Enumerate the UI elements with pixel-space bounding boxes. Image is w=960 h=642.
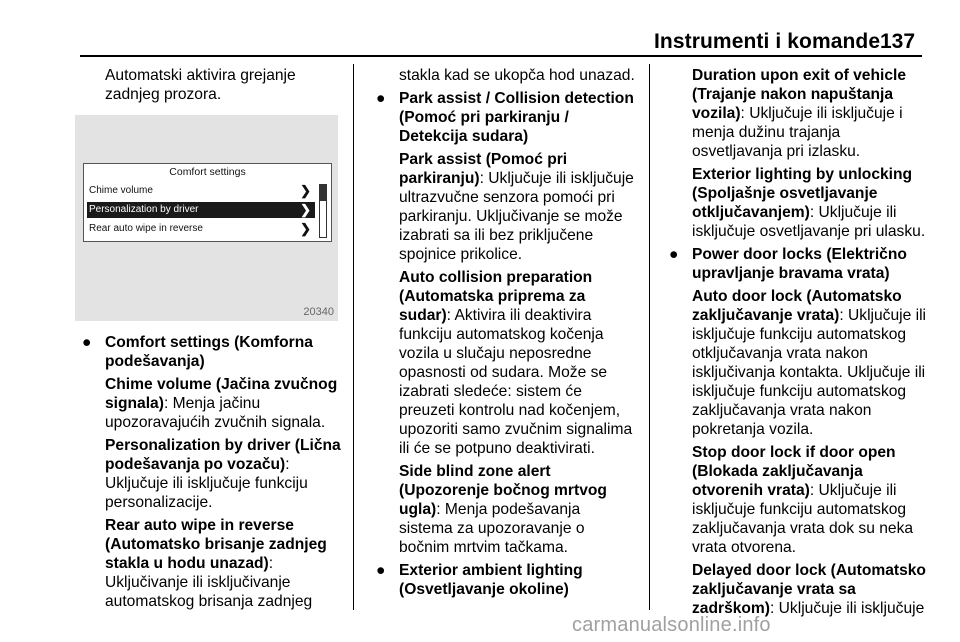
item-side-blind-zone: Side blind zone alert (Upozorenje bočnog mrtvog ugla): Menja podešavanja sistema za upozoravanje o bočnim mrtvim tačkama. xyxy=(399,463,607,556)
bullet-park-assist: ● Park assist / Collision detection (Pomoć pri parkiranju / Detekcija sudara) xyxy=(376,90,634,145)
bullet-exterior-lighting: ● Exterior ambient lighting (Osvetljavanje okoline) xyxy=(376,562,583,598)
comfort-settings-figure xyxy=(75,115,338,321)
bullet-icon: ● xyxy=(669,246,679,263)
chevron-right-icon: ❯ xyxy=(300,202,311,217)
figure-code: 20340 xyxy=(303,306,334,318)
column-1-body xyxy=(82,333,345,615)
page-number: 137 xyxy=(880,30,916,53)
item-duration-exit: Duration upon exit of vehicle (Trajanje nakon napuštanja vozila): Uključuje ili isključuje i menja dužinu trajanja osvetljavanja pri izlasku. xyxy=(692,67,907,160)
menu-row-label: Chime volume xyxy=(89,185,153,196)
menu-row-label: Personalization by driver xyxy=(89,204,199,215)
item-park-assist: Park assist (Pomoć pri parkiranju): Uključuje ili isključuje ultrazvučne senzora pomoći pri parkiranju. Uključivanje se može izabrati sa ili bez priključene spojnice prikolice. xyxy=(399,151,634,263)
column-3 xyxy=(669,66,932,622)
item-rear-auto-wipe: Rear auto wipe in reverse (Automatsko brisanje zadnjeg stakla u hodu unazad): Uključivanje ili isključivanje automatskog brisanja zadnjeg xyxy=(105,517,327,610)
intro-text: Automatski aktivira grejanje zadnjeg prozora. xyxy=(105,67,296,103)
watermark: carmanualsonline.info xyxy=(572,614,771,636)
screen-title: Comfort settings xyxy=(169,166,246,178)
item-stop-door-lock: Stop door lock if door open (Blokada zaključavanja otvorenih vrata): Uključuje ili isključuje funkciju automatskog zaključavanja vrata dok su neka vrata otvorena. xyxy=(692,444,914,556)
item-delayed-door-lock: Delayed door lock (Automatsko zaključavanje vrata sa zadrškom): Uključuje ili isključuje xyxy=(692,562,926,617)
continued-text: stakla kad se ukopča hod unazad. xyxy=(399,67,635,84)
item-exterior-unlock: Exterior lighting by unlocking (Spoljašnje osvetljavanje otključavanjem): Uključuje ili isključuje osvetljavanje pri ulasku. xyxy=(692,166,926,240)
bullet-comfort-settings: ● Comfort settings (Komforna podešavanja) xyxy=(82,334,313,370)
bullet-icon: ● xyxy=(82,334,92,351)
menu-row-personalization[interactable] xyxy=(87,202,315,218)
chevron-right-icon: ❯ xyxy=(300,183,311,198)
menu-row-label: Rear auto wipe in reverse xyxy=(89,223,203,234)
item-auto-collision: Auto collision preparation (Automatska priprema za sudar): Aktivira ili deaktivira funkciju automatskog kočenja vozila u slučaju neposredne opasnosti od sudara. Može se izabrati sledeće: sistem će preuzeti kontrolu nad kočenjem, upozoriti samo zvučnim signalima ili će se potpuno deaktivirati. xyxy=(399,269,633,457)
column-divider-2 xyxy=(649,64,650,610)
menu-row-rear-auto-wipe[interactable] xyxy=(87,221,315,237)
chevron-right-icon: ❯ xyxy=(300,221,311,236)
display-screen xyxy=(83,163,332,242)
header-rule xyxy=(80,55,922,57)
column-1 xyxy=(105,66,343,108)
item-auto-door-lock: Auto door lock (Automatsko zaključavanje vrata): Uključuje ili isključuje funkciju automatskog otključavanja vrata nakon isključivanja kontakta. Uključuje ili isključuje funkciju automatskog zaključavanja vrata nakon pokretanja vozila. xyxy=(692,288,927,438)
column-2 xyxy=(376,66,637,603)
scroll-thumb[interactable] xyxy=(320,185,326,201)
item-chime-volume: Chime volume (Jačina zvučnog signala): Menja jačinu upozoravajućih zvučnih signala. xyxy=(105,376,338,431)
menu-row-chime-volume[interactable] xyxy=(87,183,315,199)
item-personalization: Personalization by driver (Lična podešavanja po vozaču): Uključuje ili isključuje funkciju personalizacije. xyxy=(105,437,341,511)
page-title: Instrumenti i komande xyxy=(654,30,881,53)
column-divider-1 xyxy=(353,64,354,610)
bullet-power-door-locks: ● Power door locks (Električno upravljanje bravama vrata) xyxy=(669,246,907,282)
bullet-icon: ● xyxy=(376,90,386,107)
bullet-icon: ● xyxy=(376,562,386,579)
scrollbar[interactable] xyxy=(319,184,327,238)
page-header xyxy=(0,0,960,56)
